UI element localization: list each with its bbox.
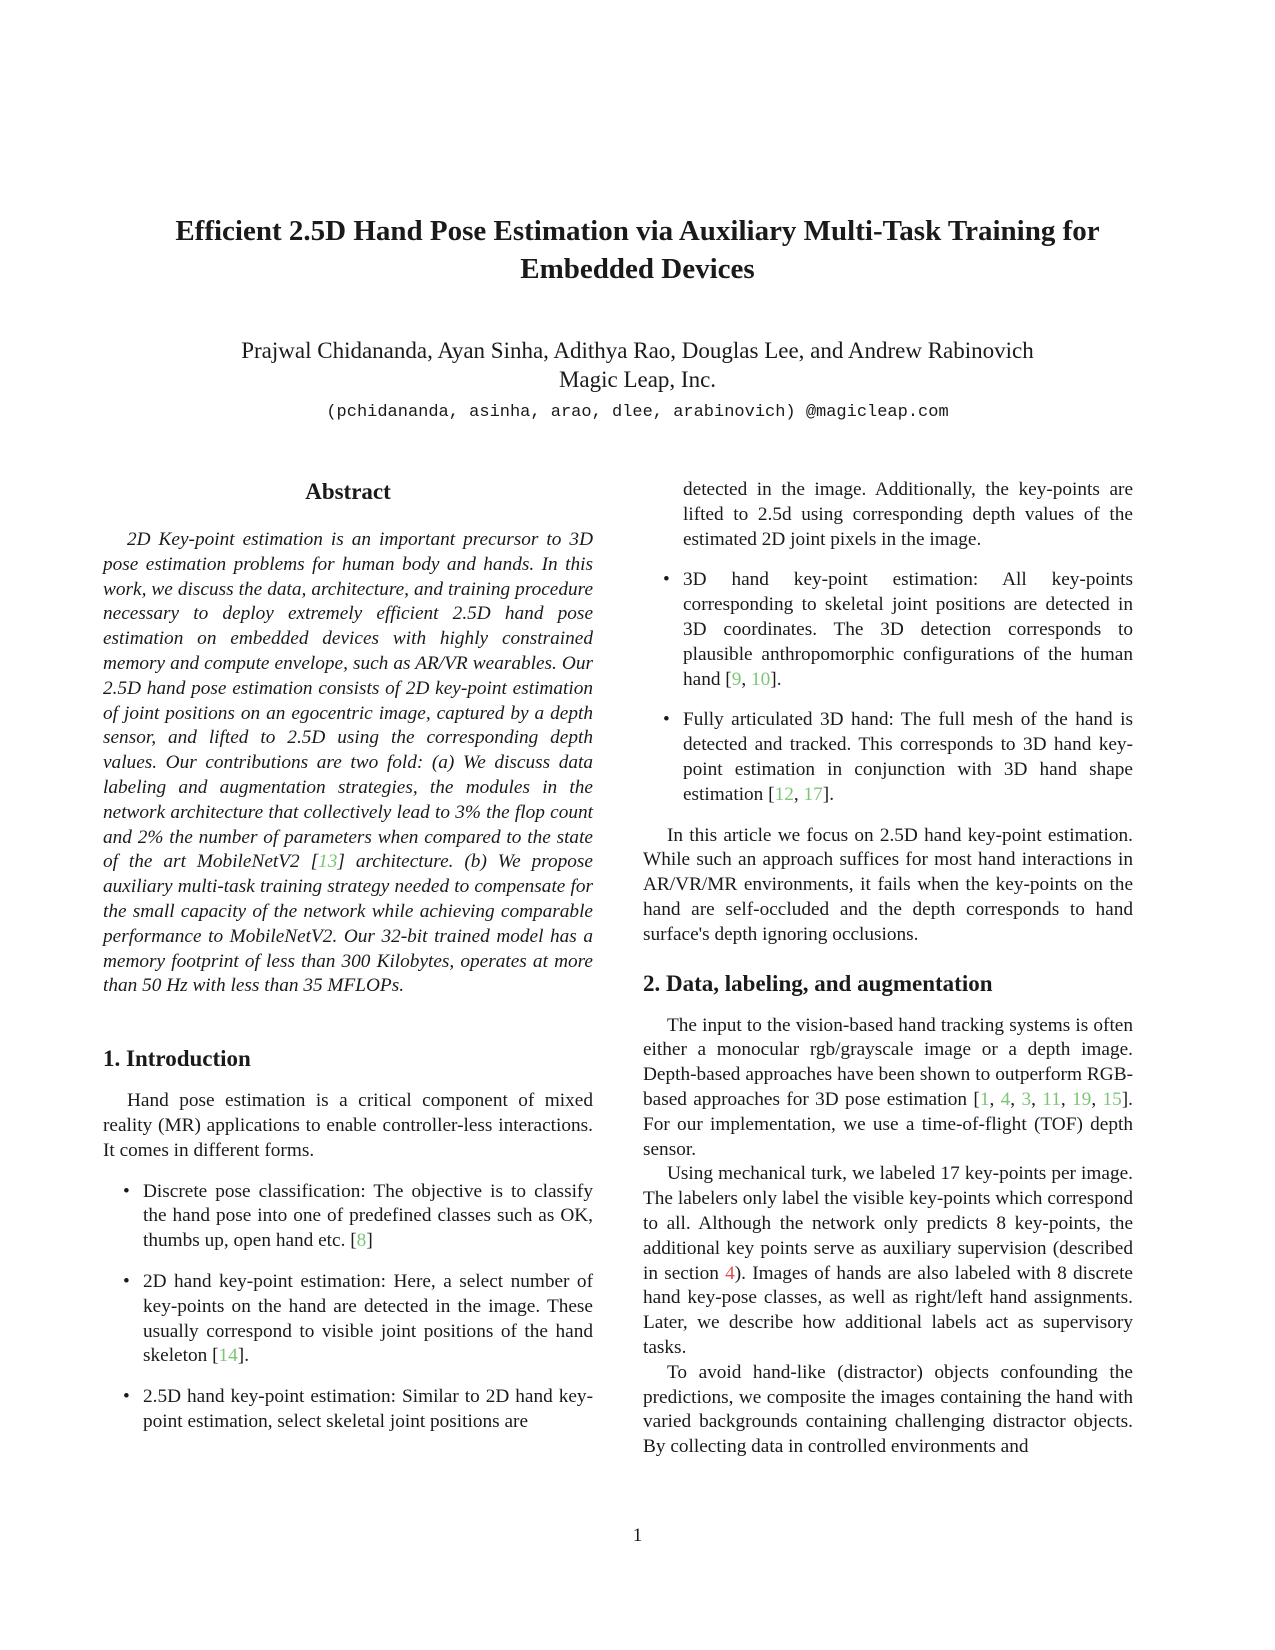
- citation-link[interactable]: 11: [1042, 1088, 1061, 1110]
- title-line-2: Embedded Devices: [520, 253, 755, 285]
- citation-link[interactable]: 14: [218, 1345, 238, 1367]
- title-line-1: Efficient 2.5D Hand Pose Estimation via Auxiliary Multi-Task Training for: [175, 215, 1100, 247]
- intro-paragraph: Hand pose estimation is a critical component of mixed reality (MR) applications to enable controller-less interactions. It comes in different forms.: [103, 1090, 593, 1161]
- left-column: [103, 478, 593, 1451]
- section-reference-link[interactable]: 4: [725, 1262, 735, 1284]
- citation-link[interactable]: 19: [1072, 1088, 1092, 1110]
- list-item: • 2D hand key-point estimation: Here, a select number of key-points on the hand are detected in the image. These usually correspond to visible joint positions of the hand skeleton [14].: [103, 1270, 593, 1369]
- citation-link[interactable]: 15: [1102, 1088, 1122, 1110]
- citation-link[interactable]: 4: [1000, 1088, 1011, 1110]
- citation-link[interactable]: 3: [1021, 1088, 1032, 1110]
- citation-link[interactable]: 9: [731, 668, 742, 690]
- author-names: Prajwal Chidananda, Ayan Sinha, Adithya Rao, Douglas Lee, and Andrew Rabinovich: [241, 338, 1034, 363]
- citation-link[interactable]: 8: [356, 1230, 367, 1252]
- abstract-text-a: 2D Key-point estimation is an important precursor to 3D pose estimation problems for human body and hands. In this work, we discuss the data, architecture, and training procedure necessary to deploy extremely efficient 2.5D hand pose estimation on embedded devices with highly constrained memory and compute envelope, such as AR/VR wearables. Our 2.5D hand pose estimation consists of 2D key-point estimation of joint positions on an egocentric image, captured by a depth sensor, and lifted to 2.5D using the corresponding depth values. Our contributions are two fold: (a) We discuss data labeling and augmentation strategies, the modules in the network architecture that collectively lead to 3% the flop count and 2% the number of parameters when compared to the state of the art MobileNetV2 [: [103, 529, 593, 873]
- list-item-continuation: detected in the image. Additionally, the key-points are lifted to 2.5d using corresponding depth values of the estimated 2D joint pixels in the image.: [683, 479, 1133, 550]
- list-item: • Fully articulated 3D hand: The full mesh of the hand is detected and tracked. This corresponds to 3D hand key-point estimation in conjunction with 3D hand shape estimation [12, 17].: [643, 708, 1133, 807]
- author-block: [100, 336, 1175, 394]
- citation-link[interactable]: 10: [751, 668, 771, 690]
- section-heading-data: 2. Data, labeling, and augmentation: [643, 970, 993, 996]
- data-paragraph-3: To avoid hand-like (distractor) objects confounding the predictions, we composite the images containing the hand with varied backgrounds containing challenging distractor objects. By collecting data in controlled environments and: [643, 1361, 1133, 1458]
- citation-link[interactable]: 17: [803, 783, 823, 805]
- abstract-text-b: ] architecture. (b) We propose auxiliary multi-task training strategy needed to compensate for the small capacity of the network while achieving comparable performance to MobileNetV2. Our 32-bit trained model has a memory footprint of less than 300 Kilobytes, operates at more than 50 Hz with less than 35 MFLOPs.: [103, 851, 593, 997]
- data-paragraph-1: The input to the vision-based hand tracking systems is often either a monocular rgb/grayscale image or a depth image. Depth-based approaches have been shown to outperform RGB-based approaches for 3D pose estimation [1, 4, 3, 11, 19, 15]. For our implementation, we use a time-of-flight (TOF) depth sensor.: [643, 1014, 1134, 1160]
- right-column: [643, 478, 1133, 1460]
- focus-paragraph: In this article we focus on 2.5D hand key-point estimation. While such an approach suffices for most hand interactions in AR/VR/MR environments, it fails when the key-points on the hand are self-occluded and the depth corresponds to hand surface's depth ignoring occlusions.: [643, 824, 1133, 945]
- author-emails: (pchidananda, asinha, arao, dlee, arabinovich) @magicleap.com: [326, 403, 949, 422]
- section-heading-introduction: 1. Introduction: [103, 1046, 251, 1072]
- intro-bullet-list-continued: [643, 478, 1133, 808]
- list-item: • 2.5D hand key-point estimation: Similar to 2D hand key-point estimation, select skeletal joint positions are: [103, 1385, 593, 1435]
- affiliation: Magic Leap, Inc.: [558, 367, 717, 392]
- list-item: • Discrete pose classification: The objective is to classify the hand pose into one of predefined classes such as OK, thumbs up, open hand etc. [8]: [103, 1180, 593, 1254]
- paper-title: [100, 212, 1175, 288]
- citation-link[interactable]: 12: [774, 783, 794, 805]
- citation-link[interactable]: 1: [979, 1088, 990, 1110]
- data-paragraph-2: Using mechanical turk, we labeled 17 key-points per image. The labelers only label the visible key-points which correspond to all. Although the network only predicts 8 key-points, the additional key points serve as auxiliary supervision (described in section 4). Images of hands are also labeled with 8 discrete hand key-pose classes, as well as right/left hand assignments. Later, we describe how additional labels act as supervisory tasks.: [643, 1163, 1133, 1358]
- intro-bullet-list: [103, 1180, 593, 1435]
- abstract-heading: Abstract: [305, 479, 391, 504]
- page-number: 1: [632, 1525, 643, 1546]
- list-item: • 3D hand key-point estimation: All key-points corresponding to skeletal joint positions are detected in 3D coordinates. The 3D detection corresponds to plausible anthropomorphic configurations of the human hand [9, 10].: [643, 568, 1133, 692]
- abstract-text: [103, 528, 593, 999]
- citation-link[interactable]: 13: [318, 851, 338, 873]
